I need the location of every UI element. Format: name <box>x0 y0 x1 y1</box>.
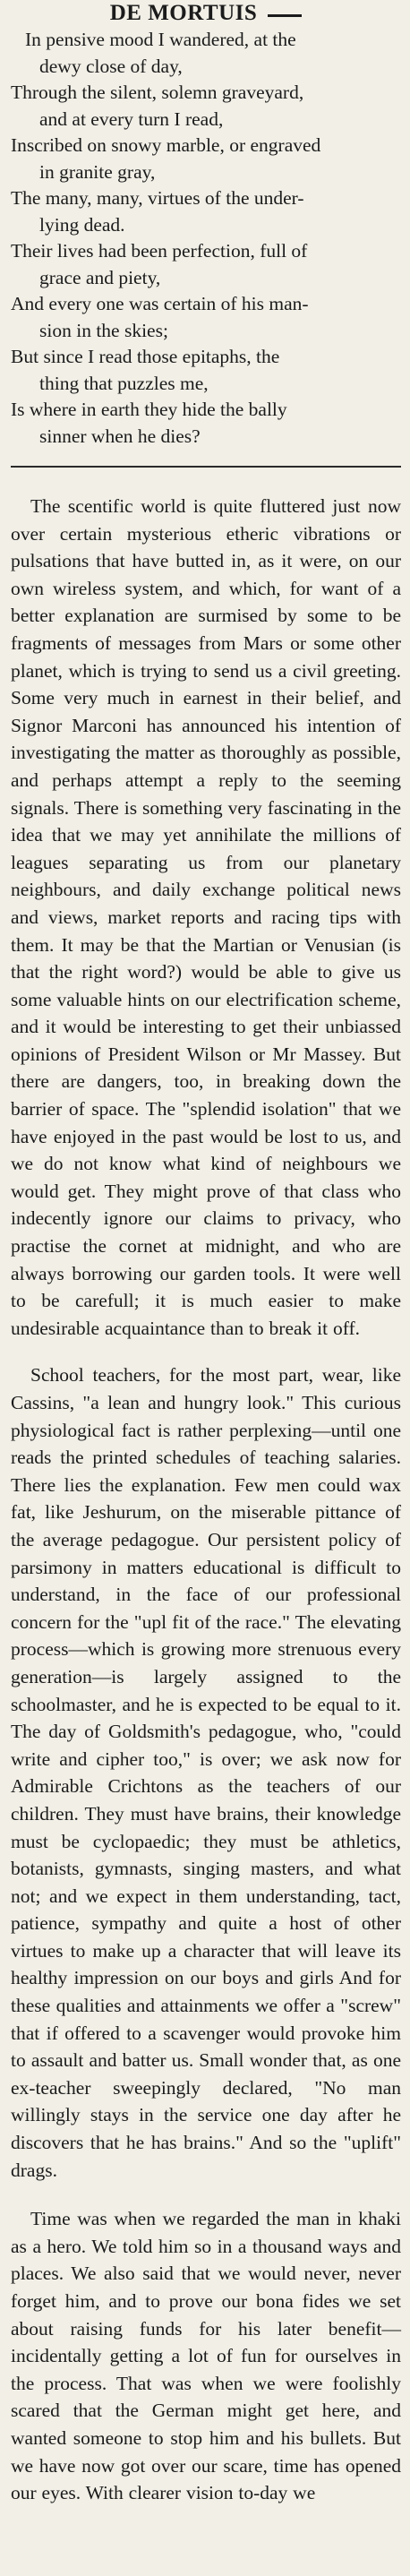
poem-line: And every one was certain of his man- <box>11 293 309 314</box>
poem-line: The many, many, virtues of the under- <box>11 187 304 209</box>
poem-line: sinner when he dies? <box>39 425 201 447</box>
article-title: DE MORTUIS <box>109 1 258 25</box>
poem-line: But since I read those epitaphs, the <box>11 346 280 367</box>
poem-line: in granite gray, <box>39 160 156 183</box>
article-heading <box>11 0 401 27</box>
poem-line: dewy close of day, <box>39 55 183 77</box>
poem-line: sion in the skies; <box>39 319 168 341</box>
poem-line: Through the silent, solemn graveyard, <box>11 82 304 103</box>
poem-line: Inscribed on snowy marble, or engraved <box>11 134 321 156</box>
poem <box>11 27 401 450</box>
poem-line: lying dead. <box>39 213 125 236</box>
poem-line: grace and piety, <box>39 266 161 288</box>
poem-line: thing that puzzles me, <box>39 372 209 394</box>
poem-line: In pensive mood I wandered, at the <box>25 29 296 50</box>
paragraph-khaki: Time was when we regarded the man in khaki as a hero. We told him so in a thousand ways and places. We also said that we would never, never forget him, and to prove our bona fides we set about raising funds for his later benefit—incidentally getting a lot of fun for ourselves in the process. That was when we were foolishly scared that the German might get here, and wanted someone to stop him and his bullets. But we have now got over our scare, time has opened our eyes. With clearer vision to-day we <box>11 2208 401 2504</box>
poem-line: Is where in earth they hide the bally <box>11 399 287 420</box>
poem-line: and at every turn I read, <box>39 107 224 130</box>
title-dash-rule <box>268 14 302 17</box>
paragraph-wireless: The scentific world is quite fluttered just now over certain mysterious etheric vibrations or pulsations that have butted in, as it were, on our own wireless system, and which, for want of a better explanation are surmised by some to be fragments of messages from Mars or some other planet, which is trying to send us a civil greeting. Some very much in earnest in their belief, and Signor Marconi has announced his intention of investigating the matter as thoroughly as possible, and perhaps attempt a reply to the seeming signals. There is something very fascinating in the idea that we may yet annihilate the millions of leagues separating us from our planetary neighbours, and daily exchange political news and views, market reports and racing tips with them. It may be that the Martian or Venusian (is that the right word?) would be able to give us some valuable hints on our electrification scheme, and it would be interesting to get their unbiassed opinions of President Wilson or Mr Massey. But there are dangers, too, in breaking down the barrier of space. The "splendid isolation" that we have enjoyed in the past would be lost to us, and we do not know what kind of neighbours we would get. They might prove of that class who indecently ignore our claims to privacy, who practise the cornet at midnight, and who are always borrowing our garden tools. It were well to be carefull; it is much easier to make undesirable acquaintance than to break it off. <box>11 495 401 1339</box>
poem-line: Their lives had been perfection, full of <box>11 240 308 262</box>
paragraph-teachers: School teachers, for the most part, wear, like Cassins, "a lean and hungry look." This curious physiological fact is rather perplexing—until one reads the printed schedules of teaching salaries. There lies the explanation. Few men could wax fat, like Jeshurum, on the miserable pittance of the average pedagogue. Our persistent policy of parsimony in matters educational is difficult to understand, in the face of our professional concern for the "upl fit of the race." The elevating process—which is growing more strenuous every generation—is largely assigned to the schoolmaster, and he is expected to be equal to it. The day of Goldsmith's pedagogue, who, "could write and cipher too," is over; we ask now for Admirable Crichtons as the teachers of our children. They must have brains, their knowledge must be cyclopaedic; they must be athletics, botanists, gymnasts, singing masters, and what not; and we expect in them understanding, tact, patience, sympathy and quite a host of other virtues to make up a character that will leave its healthy impression on our boys and girls And for these qualities and attainments we offer a "screw" that if offered to a scavenger would provoke him to assault and batter us. Small wonder that, as one ex-teacher sweepingly declared, "No man willingly stays in the service one day after he discovers that he has brains." And so the "uplift" drags. <box>11 1364 401 2181</box>
